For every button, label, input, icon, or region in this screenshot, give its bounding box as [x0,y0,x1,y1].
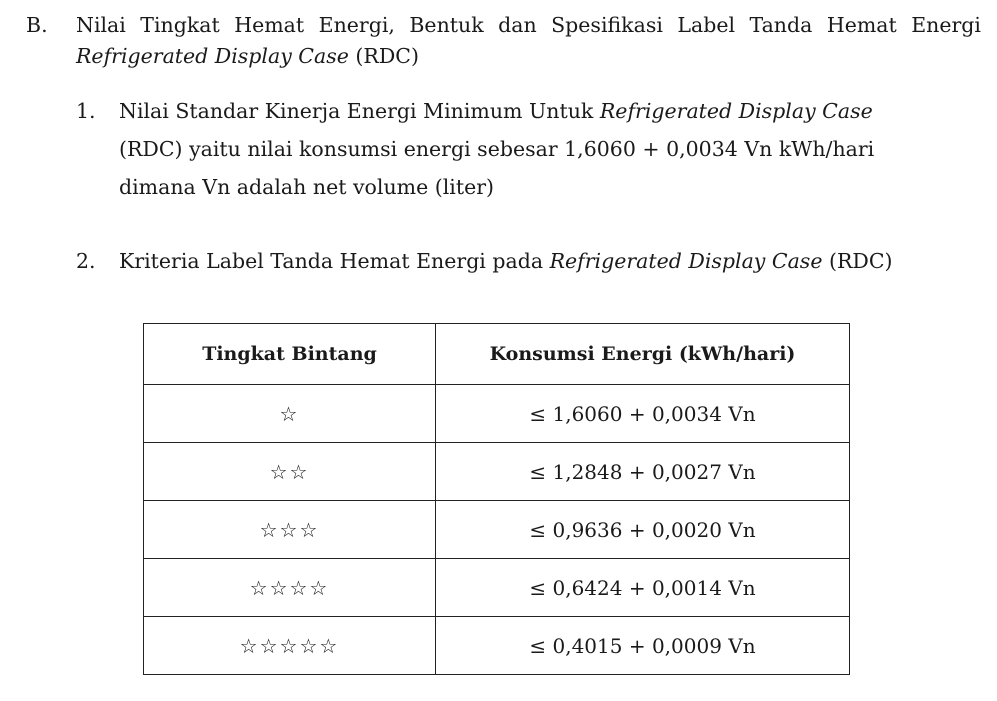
list-item-number: 2. [76,249,96,273]
energy-value-cell: ≤ 0,9636 + 0,0020 Vn [436,501,850,559]
section-title [76,10,981,72]
list-item-text-italic: Refrigerated Display Case [549,249,823,273]
header-energy-consumption: Konsumsi Energi (kWh/hari) [436,324,850,385]
list-item-text-part: Kriteria Label Tanda Hemat Energi pada [119,249,550,273]
section-title-text: Nilai Tingkat Hemat Energi, Bentuk dan Spesifikasi Label Tanda Hemat Energi [76,13,981,37]
table-header-row [144,324,850,385]
list-item-text-part: Nilai Standar Kinerja Energi Minimum Untuk [119,99,600,123]
table-row [144,385,850,443]
star-rating-cell: ☆☆☆☆ [144,559,436,617]
table-row [144,501,850,559]
section-letter: B. [26,13,48,37]
table-row [144,443,850,501]
list-item-text-italic: Refrigerated Display Case [599,99,873,123]
table-row [144,559,850,617]
star-rating-cell: ☆☆☆☆☆ [144,617,436,675]
list-item-text-part: (RDC) yaitu nilai konsumsi energi sebesar 1,6060 + 0,0034 Vn kWh/hari dimana Vn adalah net volume (liter) [119,137,875,199]
energy-value-cell: ≤ 1,6060 + 0,0034 Vn [436,385,850,443]
list-item-number: 1. [76,99,96,123]
energy-value-cell: ≤ 0,4015 + 0,0009 Vn [436,617,850,675]
energy-value-cell: ≤ 0,6424 + 0,0014 Vn [436,559,850,617]
list-item-text-part: (RDC) [822,249,893,273]
star-rating-cell: ☆☆☆ [144,501,436,559]
header-star-level: Tingkat Bintang [144,324,436,385]
section-title-suffix: (RDC) [348,44,419,68]
star-rating-cell: ☆☆ [144,443,436,501]
list-item-text [119,92,899,206]
energy-value-cell: ≤ 1,2848 + 0,0027 Vn [436,443,850,501]
star-rating-cell: ☆ [144,385,436,443]
table-row [144,617,850,675]
star-rating-table [143,323,850,675]
section-title-italic: Refrigerated Display Case [76,44,349,68]
list-item-text [119,242,899,280]
